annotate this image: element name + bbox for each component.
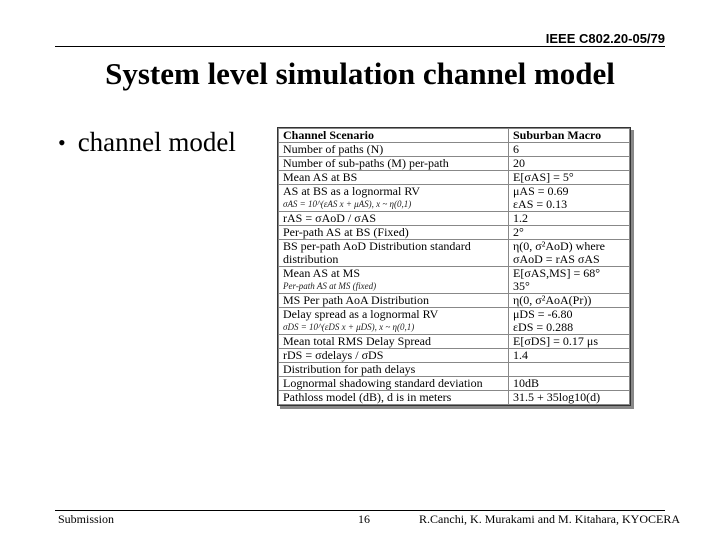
parameter-value: E[σAS,MS] = 68° bbox=[513, 266, 601, 280]
parameter-label: Delay spread as a lognormal RV bbox=[283, 307, 439, 321]
table-row bbox=[279, 240, 630, 267]
value-cell bbox=[509, 267, 630, 294]
header-rule bbox=[55, 46, 665, 47]
parameter-label: Mean AS at BS bbox=[283, 170, 358, 184]
value-cell bbox=[509, 391, 630, 405]
parameter-label: rDS = σdelays / σDS bbox=[283, 348, 384, 362]
table-row bbox=[279, 129, 630, 143]
footer-submission: Submission bbox=[58, 512, 115, 526]
parameter-value: η(0, σ²AoA(Pr)) bbox=[513, 293, 592, 307]
parameter-label: Channel Scenario bbox=[283, 128, 375, 142]
table-row bbox=[279, 363, 630, 377]
parameter-label: AS at BS as a lognormal RV bbox=[283, 184, 421, 198]
parameter-value: 1.4 bbox=[513, 348, 528, 362]
table-row bbox=[279, 294, 630, 308]
footer-page-number: 16 bbox=[358, 512, 370, 526]
bullet-item bbox=[58, 127, 236, 158]
value-cell bbox=[509, 171, 630, 185]
parameter-formula: σAS = 10^(εAS x + μAS), x ~ η(0,1) bbox=[283, 199, 412, 209]
parameter-cell bbox=[279, 349, 509, 363]
value-cell bbox=[509, 308, 630, 335]
value-cell bbox=[509, 240, 630, 267]
table-row bbox=[279, 349, 630, 363]
parameter-value: 6 bbox=[513, 142, 519, 156]
parameter-cell bbox=[279, 308, 509, 335]
parameter-cell bbox=[279, 335, 509, 349]
parameter-value: μAS = 0.69 bbox=[513, 184, 569, 198]
table-row bbox=[279, 185, 630, 212]
parameter-cell bbox=[279, 185, 509, 212]
parameter-value: 31.5 + 35log10(d) bbox=[513, 390, 601, 404]
value-cell bbox=[509, 349, 630, 363]
parameter-label: rAS = σAoD / σAS bbox=[283, 211, 377, 225]
parameter-label: Pathloss model (dB), d is in meters bbox=[283, 390, 452, 404]
parameter-cell bbox=[279, 363, 509, 377]
parameter-value: E[σDS] = 0.17 μs bbox=[513, 334, 599, 348]
parameter-value: Suburban Macro bbox=[513, 128, 602, 142]
value-cell bbox=[509, 185, 630, 212]
parameter-value: 20 bbox=[513, 156, 525, 170]
parameter-cell bbox=[279, 391, 509, 405]
value-cell bbox=[509, 335, 630, 349]
value-cell bbox=[509, 129, 630, 143]
table-row bbox=[279, 377, 630, 391]
bullet-icon: • bbox=[58, 129, 66, 155]
table-row bbox=[279, 157, 630, 171]
value-cell bbox=[509, 363, 630, 377]
parameter-label: Per-path AS at BS (Fixed) bbox=[283, 225, 409, 239]
slide-title: System level simulation channel model bbox=[105, 56, 615, 91]
parameter-value-secondary: σAoD = rAS σAS bbox=[513, 252, 600, 266]
table-row bbox=[279, 226, 630, 240]
parameter-cell bbox=[279, 226, 509, 240]
parameter-label: Lognormal shadowing standard deviation bbox=[283, 376, 483, 390]
table-row bbox=[279, 171, 630, 185]
parameters-table bbox=[278, 128, 630, 405]
parameter-value: μDS = -6.80 bbox=[513, 307, 573, 321]
parameter-cell bbox=[279, 143, 509, 157]
parameter-label: Mean AS at MS bbox=[283, 266, 361, 280]
table-row bbox=[279, 335, 630, 349]
value-cell bbox=[509, 294, 630, 308]
parameter-value-secondary: εAS = 0.13 bbox=[513, 197, 568, 211]
parameter-value-secondary: εDS = 0.288 bbox=[513, 320, 574, 334]
table-row bbox=[279, 391, 630, 405]
parameter-label: Number of sub-paths (M) per-path bbox=[283, 156, 449, 170]
value-cell bbox=[509, 143, 630, 157]
parameter-cell bbox=[279, 294, 509, 308]
table-row bbox=[279, 308, 630, 335]
footer-authors: R.Canchi, K. Murakami and M. Kitahara, KYOCERA bbox=[419, 512, 680, 526]
parameter-cell bbox=[279, 267, 509, 294]
parameter-value-secondary: 35° bbox=[513, 279, 530, 293]
value-cell bbox=[509, 157, 630, 171]
parameter-label: Number of paths (N) bbox=[283, 142, 384, 156]
parameter-value: η(0, σ²AoD) where bbox=[513, 239, 605, 253]
parameter-label: BS per-path AoD Distribution standard distribution bbox=[283, 239, 471, 266]
parameter-cell bbox=[279, 171, 509, 185]
document-id: IEEE C802.20-05/79 bbox=[545, 31, 665, 46]
channel-model-table bbox=[277, 127, 631, 406]
parameter-value: 1.2 bbox=[513, 211, 528, 225]
parameter-label: MS Per path AoA Distribution bbox=[283, 293, 430, 307]
parameter-cell bbox=[279, 129, 509, 143]
value-cell bbox=[509, 226, 630, 240]
value-cell bbox=[509, 212, 630, 226]
bullet-text: channel model bbox=[77, 127, 236, 157]
parameter-value: 2° bbox=[513, 225, 524, 239]
parameter-value: 10dB bbox=[513, 376, 540, 390]
table-row bbox=[279, 212, 630, 226]
parameter-cell bbox=[279, 377, 509, 391]
table-row bbox=[279, 143, 630, 157]
parameter-value: E[σAS] = 5° bbox=[513, 170, 574, 184]
parameter-label: Distribution for path delays bbox=[283, 362, 416, 376]
parameter-formula: σDS = 10^(εDS x + μDS), x ~ η(0,1) bbox=[283, 322, 415, 332]
footer-rule bbox=[55, 510, 665, 511]
parameter-label: Mean total RMS Delay Spread bbox=[283, 334, 431, 348]
parameter-formula: Per-path AS at MS (fixed) bbox=[283, 281, 377, 291]
table-row bbox=[279, 267, 630, 294]
value-cell bbox=[509, 377, 630, 391]
parameter-cell bbox=[279, 157, 509, 171]
parameter-cell bbox=[279, 212, 509, 226]
parameter-cell bbox=[279, 240, 509, 267]
